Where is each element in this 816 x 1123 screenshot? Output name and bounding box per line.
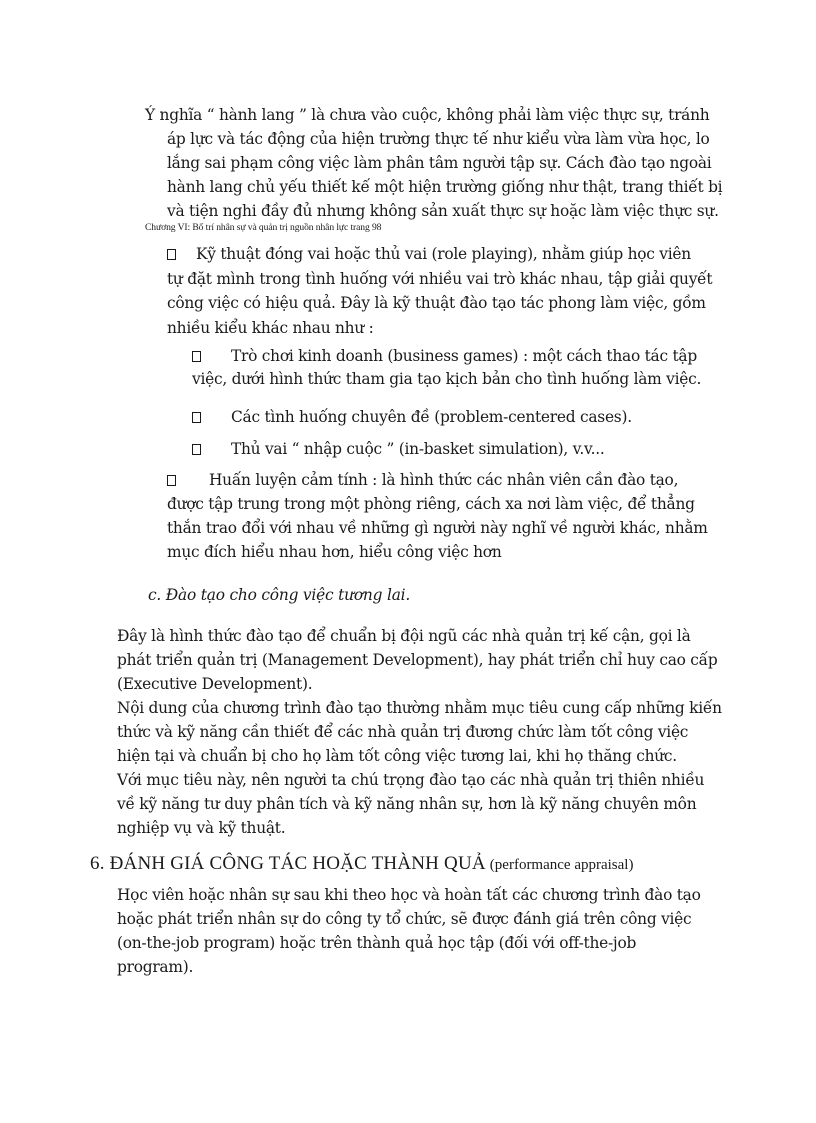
text-line: Học viên hoặc nhân sự sau khi theo học và hoàn tất các chương trình đào tạo [117, 886, 701, 904]
text-line: program). [117, 958, 194, 976]
business-games-bullet [192, 345, 701, 392]
intro-paragraph [145, 103, 722, 223]
bullet-text: Trò chơi kinh doanh (business games) : một cách thao tác tập [231, 347, 697, 365]
bullet-text: Huấn luyện cảm tính : là hình thức các nhân viên cần đào tạo, [209, 471, 679, 489]
text-line: áp lực và tác động của hiện trường thực tế như kiểu vừa làm vừa học, lo [167, 130, 710, 148]
text-line: công việc có hiệu quả. Đây là kỹ thuật đào tạo tác phong làm việc, gồm [167, 294, 706, 313]
text-line: việc, dưới hình thức tham gia tạo kịch bản cho tình huống làm việc. [192, 370, 702, 389]
appraisal-paragraph [117, 883, 701, 979]
checkbox-bullet-icon [167, 475, 176, 486]
text-line: (Executive Development). [117, 675, 313, 693]
text-line: Đây là hình thức đào tạo để chuẩn bị đội ngũ các nhà quản trị kế cận, gọi là [117, 627, 691, 645]
text-line: và tiện nghi đầy đủ nhưng không sản xuất thực sự hoặc làm việc thực sự. [167, 202, 719, 220]
text-line [192, 345, 701, 368]
text-line: hiện tại và chuẩn bị cho họ làm tốt công việc tương lai, khi họ thăng chức. [117, 747, 677, 765]
text-line: nhiều kiểu khác nhau như : [167, 318, 374, 337]
problem-cases-bullet [192, 405, 632, 429]
text-line: lắng sai phạm công việc làm phân tâm người tập sự. Cách đào tạo ngoài [167, 154, 712, 172]
text-line: thắn trao đổi với nhau về những gì người này nghĩ về người khác, nhằm [167, 519, 708, 537]
text-line: về kỹ năng tư duy phân tích và kỹ năng nhân sự, hơn là kỹ năng chuyên môn [117, 795, 697, 813]
text-line: nghiệp vụ và kỹ thuật. [117, 819, 286, 837]
checkbox-bullet-icon [192, 412, 201, 423]
checkbox-bullet-icon [192, 444, 201, 455]
text-line: mục đích hiểu nhau hơn, hiểu công việc hơn [167, 543, 502, 561]
text-line: thức và kỹ năng cần thiết để các nhà quản trị đương chức làm tốt công việc [117, 723, 689, 741]
section-heading [90, 851, 633, 878]
bullet-text: Kỹ thuật đóng vai hoặc thủ vai (role playing), nhằm giúp học viên [196, 245, 691, 263]
role-playing-bullet [167, 242, 712, 340]
future-training-paragraph [117, 624, 722, 840]
sensitivity-training-bullet [167, 468, 708, 564]
text-line: Với mục tiêu này, nên người ta chú trọng đào tạo các nhà quản trị thiên nhiều [117, 771, 705, 789]
text-line: (on-the-job program) hoặc trên thành quả học tập (đối với off-the-job [117, 934, 637, 952]
text-line: phát triển quản trị (Management Development), hay phát triển chỉ huy cao cấp [117, 651, 718, 669]
subheading-future-training: c. Đào tạo cho công việc tương lai. [148, 586, 411, 604]
text-line: hành lang chủ yếu thiết kế một hiện trường giống như thật, trang thiết bị [167, 178, 723, 196]
checkbox-bullet-icon [167, 249, 176, 260]
text-line: tự đặt mình trong tình huống với nhiều vai trò khác nhau, tập giải quyết [167, 269, 713, 288]
section-title: 6. ĐÁNH GIÁ CÔNG TÁC HOẶC THÀNH QUẢ [90, 853, 486, 874]
text-line [167, 468, 708, 492]
running-header: Chương VI: Bố trí nhân sự và quản trị nguồn nhân lực trang 98 [145, 222, 382, 233]
text-line: được tập trung trong một phòng riêng, cách xa nơi làm việc, để thẳng [167, 495, 695, 513]
in-basket-bullet [192, 437, 605, 461]
text-line: Ý nghĩa “ hành lang ” là chưa vào cuộc, không phải làm việc thực sự, tránh [145, 106, 710, 124]
bullet-text: Thủ vai “ nhập cuộc ” (in-basket simulation), v.v... [231, 440, 605, 458]
text-line: hoặc phát triển nhân sự do công ty tổ chức, sẽ được đánh giá trên công việc [117, 910, 692, 928]
text-line: Nội dung của chương trình đào tạo thường nhằm mục tiêu cung cấp những kiến [117, 699, 722, 717]
section-subtitle: (performance appraisal) [489, 857, 634, 873]
bullet-text: Các tình huống chuyên đề (problem-centered cases). [231, 408, 632, 426]
text-line [167, 242, 712, 267]
checkbox-bullet-icon [192, 351, 201, 362]
